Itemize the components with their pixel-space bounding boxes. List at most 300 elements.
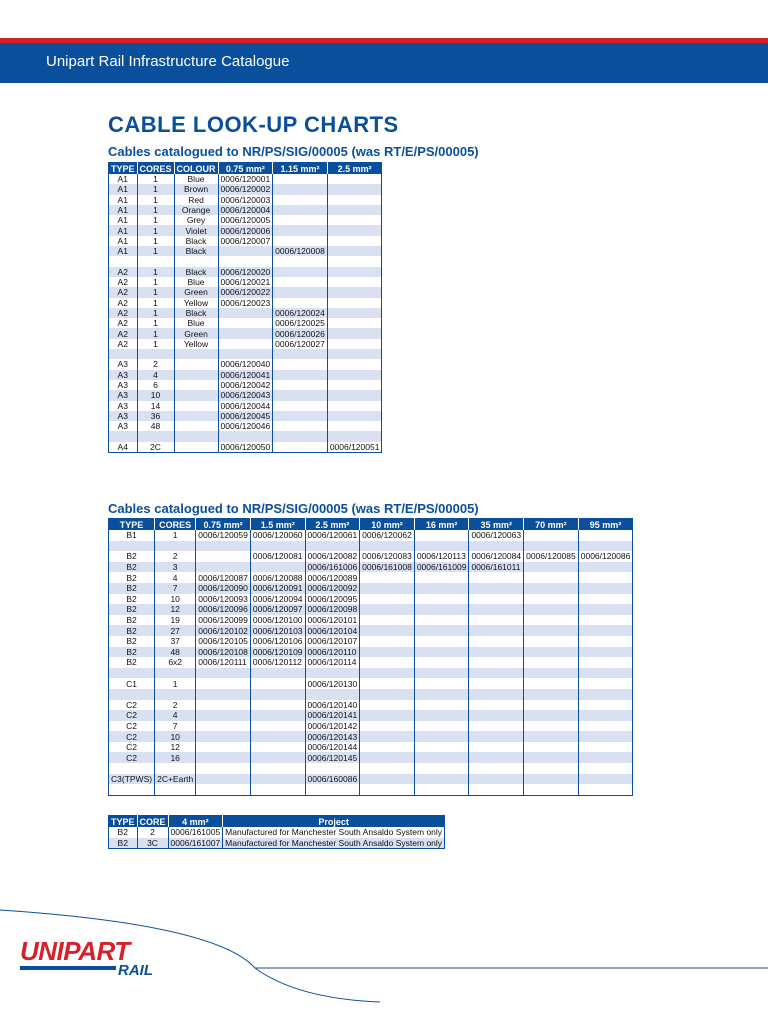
table-cell — [327, 287, 382, 297]
table-cell: 0006/120112 — [250, 657, 305, 668]
table-row — [109, 752, 633, 763]
table-cell: 1 — [137, 287, 174, 297]
table-cell: 0006/120004 — [218, 205, 273, 215]
table-cell: 0006/161005 — [168, 827, 223, 838]
table-cell: 0006/120098 — [305, 604, 360, 615]
table-row — [109, 742, 633, 753]
table-row — [109, 827, 445, 838]
table-cell — [524, 530, 579, 541]
table-cell — [469, 763, 524, 774]
table-cell: 0006/120144 — [305, 742, 360, 753]
table-cell — [524, 763, 579, 774]
table-cell: A3 — [109, 390, 138, 400]
table-cell: Blue — [174, 277, 218, 287]
table-cell — [469, 731, 524, 742]
table-cell — [360, 572, 415, 583]
table-row — [109, 411, 382, 421]
table-cell: Blue — [174, 318, 218, 328]
table-cell: Blue — [174, 174, 218, 184]
table-cell: A2 — [109, 339, 138, 349]
table-cell — [414, 647, 469, 658]
table-cell — [414, 530, 469, 541]
table-cell — [469, 647, 524, 658]
table-cell: Black — [174, 267, 218, 277]
table-cell: 48 — [155, 647, 196, 658]
table-cell — [109, 431, 138, 441]
table-cell: Green — [174, 328, 218, 338]
table-cell: 0006/120082 — [305, 551, 360, 562]
table-cell — [578, 541, 633, 552]
table-row — [109, 225, 382, 235]
table-cell — [524, 657, 579, 668]
table-cell — [360, 689, 415, 700]
table-cell — [360, 752, 415, 763]
table-cell — [578, 721, 633, 732]
table-cell: 0006/120085 — [524, 551, 579, 562]
table-cell — [196, 742, 251, 753]
table-row — [109, 298, 382, 308]
table-cell — [578, 784, 633, 795]
table-cell: B2 — [109, 583, 155, 594]
table-cell: 1 — [137, 174, 174, 184]
table-cell: 0006/120023 — [218, 298, 273, 308]
table-cell — [327, 195, 382, 205]
table-cell — [273, 174, 328, 184]
table-cell — [360, 625, 415, 636]
table-cell — [360, 636, 415, 647]
header-banner — [0, 43, 768, 83]
table-row — [109, 774, 633, 785]
table-cell: 0006/161009 — [414, 562, 469, 573]
table-cell: 0006/120043 — [218, 390, 273, 400]
table-cell: A3 — [109, 411, 138, 421]
table-cell — [414, 636, 469, 647]
table-cell — [273, 205, 328, 215]
table-cell — [469, 710, 524, 721]
table-cell: B2 — [109, 838, 138, 849]
table-cell: 0006/120107 — [305, 636, 360, 647]
table-cell: A3 — [109, 359, 138, 369]
table-cell — [360, 594, 415, 605]
table-cell: 1 — [137, 246, 174, 256]
table-cell — [305, 784, 360, 795]
table-cell: 0006/120111 — [196, 657, 251, 668]
table-cell — [524, 731, 579, 742]
table-cell: B1 — [109, 530, 155, 541]
table-row — [109, 541, 633, 552]
table-cell — [578, 583, 633, 594]
table-cell: A2 — [109, 287, 138, 297]
table-cell — [360, 647, 415, 658]
table-cell — [273, 256, 328, 266]
table-cell: 16 — [155, 752, 196, 763]
table-cell — [327, 370, 382, 380]
column-header: TYPE — [109, 519, 155, 531]
table-header-row — [109, 816, 445, 828]
table-cell: 10 — [155, 731, 196, 742]
table-cell — [414, 742, 469, 753]
table-cell: 0006/120108 — [196, 647, 251, 658]
table-cell: 1 — [137, 215, 174, 225]
column-header: 95 mm² — [578, 519, 633, 531]
table-cell — [174, 359, 218, 369]
table-cell — [327, 431, 382, 441]
table-cell — [414, 572, 469, 583]
table-cell — [524, 742, 579, 753]
table-cell: 0006/120041 — [218, 370, 273, 380]
column-header: CORES — [155, 519, 196, 531]
table-cell: 0006/120021 — [218, 277, 273, 287]
table-cell: 7 — [155, 721, 196, 732]
table-row — [109, 572, 633, 583]
table-row — [109, 328, 382, 338]
table-cell — [273, 215, 328, 225]
table-cell: 4 — [137, 370, 174, 380]
table-cell: B2 — [109, 625, 155, 636]
logo-rail-text: RAIL — [118, 962, 153, 979]
table-cell: 1 — [137, 205, 174, 215]
table-cell — [273, 195, 328, 205]
table-cell: 0006/120095 — [305, 594, 360, 605]
table-row — [109, 615, 633, 626]
table-cell — [273, 277, 328, 287]
table-cell — [273, 184, 328, 194]
column-header: 35 mm² — [469, 519, 524, 531]
table-cell: Manufactured for Manchester South Ansaldo System only — [223, 838, 445, 849]
table-cell — [305, 763, 360, 774]
table-cell — [414, 604, 469, 615]
table-cell — [414, 583, 469, 594]
table-cell: 0006/120142 — [305, 721, 360, 732]
table-cell — [109, 668, 155, 679]
table-row — [109, 277, 382, 287]
table-cell: 4 — [155, 710, 196, 721]
table-cell — [174, 390, 218, 400]
table-cell — [414, 721, 469, 732]
table-cell — [578, 604, 633, 615]
table-cell — [524, 541, 579, 552]
table-cell: 0006/120059 — [196, 530, 251, 541]
table-cell — [273, 390, 328, 400]
table-cell — [250, 784, 305, 795]
table-cell: 0006/161011 — [469, 562, 524, 573]
table-cell: 1 — [137, 267, 174, 277]
table-row — [109, 700, 633, 711]
column-header: CORES — [137, 163, 174, 175]
table-cell: B2 — [109, 572, 155, 583]
table-cell: 1 — [137, 328, 174, 338]
table-cell — [137, 349, 174, 359]
table-row — [109, 339, 382, 349]
table-cell — [360, 731, 415, 742]
column-header: 0.75 mm² — [196, 519, 251, 531]
table-cell: A3 — [109, 421, 138, 431]
table-cell — [155, 668, 196, 679]
table-row — [109, 647, 633, 658]
table-cell — [109, 256, 138, 266]
table-cell — [196, 700, 251, 711]
logo-unipart-text: UNIPART — [20, 936, 130, 966]
table-cell: C2 — [109, 700, 155, 711]
table-cell: 48 — [137, 421, 174, 431]
table-cell — [273, 380, 328, 390]
table-cell: 0006/120006 — [218, 225, 273, 235]
table-cell — [109, 784, 155, 795]
column-header: TYPE — [109, 163, 138, 175]
table-row — [109, 308, 382, 318]
table-cell — [218, 431, 273, 441]
table-cell — [273, 431, 328, 441]
table-row — [109, 380, 382, 390]
table-cell: 0006/120008 — [273, 246, 328, 256]
table-cell: Violet — [174, 225, 218, 235]
table-cell — [524, 774, 579, 785]
table-cell — [273, 421, 328, 431]
table-cell: 0006/120104 — [305, 625, 360, 636]
table-cell: 0006/120005 — [218, 215, 273, 225]
table-row — [109, 562, 633, 573]
page-title: CABLE LOOK-UP CHARTS — [108, 112, 399, 137]
table-cell — [305, 668, 360, 679]
table-row — [109, 195, 382, 205]
table-cell: 7 — [155, 583, 196, 594]
table-cell: 4 — [155, 572, 196, 583]
table-cell: Yellow — [174, 339, 218, 349]
column-header: 0.75 mm² — [218, 163, 273, 175]
table-cell — [250, 562, 305, 573]
table-cell: 0006/120101 — [305, 615, 360, 626]
table-cell — [174, 370, 218, 380]
column-header: TYPE — [109, 816, 138, 828]
table-cell — [578, 572, 633, 583]
table-cell: B2 — [109, 551, 155, 562]
cable-table-a — [108, 162, 382, 453]
table-cell: 0006/120062 — [360, 530, 415, 541]
table-cell: A2 — [109, 328, 138, 338]
table-cell — [578, 625, 633, 636]
table-cell — [360, 721, 415, 732]
table-cell — [414, 784, 469, 795]
table-cell: 3 — [155, 562, 196, 573]
table-cell — [327, 328, 382, 338]
table-cell: 0006/120110 — [305, 647, 360, 658]
section2-subtitle: Cables catalogued to NR/PS/SIG/00005 (was RT/E/PS/00005) — [108, 501, 479, 516]
table-cell — [174, 431, 218, 441]
table-cell — [273, 370, 328, 380]
table-cell — [524, 668, 579, 679]
table-cell — [578, 636, 633, 647]
table-cell: 12 — [155, 604, 196, 615]
table-cell — [360, 668, 415, 679]
table-cell: 0006/120089 — [305, 572, 360, 583]
table-cell — [578, 752, 633, 763]
table-cell — [578, 774, 633, 785]
table-cell — [524, 678, 579, 689]
table-cell: 1 — [137, 277, 174, 287]
table-cell — [360, 742, 415, 753]
table-cell: 0006/120130 — [305, 678, 360, 689]
table-cell — [414, 752, 469, 763]
table-cell: A3 — [109, 370, 138, 380]
table-row — [109, 721, 633, 732]
table-row — [109, 594, 633, 605]
column-header: 10 mm² — [360, 519, 415, 531]
table-cell — [218, 256, 273, 266]
table-cell: A3 — [109, 380, 138, 390]
table-cell: 2C — [137, 442, 174, 453]
column-header: 70 mm² — [524, 519, 579, 531]
table-cell: 0006/120088 — [250, 572, 305, 583]
table-cell — [273, 411, 328, 421]
table-row — [109, 205, 382, 215]
table-cell — [469, 594, 524, 605]
table-cell: B2 — [109, 615, 155, 626]
table-cell — [196, 668, 251, 679]
table-cell — [273, 359, 328, 369]
table-cell: 3C — [137, 838, 168, 849]
table-cell — [327, 236, 382, 246]
table-cell — [524, 721, 579, 732]
table-cell — [414, 763, 469, 774]
table-cell — [327, 411, 382, 421]
table-cell — [327, 380, 382, 390]
table-row — [109, 583, 633, 594]
table-cell — [578, 647, 633, 658]
table-cell — [524, 604, 579, 615]
table-cell — [360, 700, 415, 711]
table-row — [109, 551, 633, 562]
table-cell: Red — [174, 195, 218, 205]
table-cell: C2 — [109, 742, 155, 753]
table-cell — [273, 287, 328, 297]
table-cell — [524, 784, 579, 795]
table-cell — [196, 710, 251, 721]
table-cell — [273, 442, 328, 453]
table-cell: 1 — [137, 318, 174, 328]
table-cell: 0006/120042 — [218, 380, 273, 390]
table-cell — [469, 774, 524, 785]
table-cell — [360, 784, 415, 795]
table-cell: Grey — [174, 215, 218, 225]
table-cell: 1 — [137, 308, 174, 318]
table-cell — [196, 541, 251, 552]
column-header: 4 mm² — [168, 816, 223, 828]
table-cell — [578, 678, 633, 689]
table-cell: 0006/120007 — [218, 236, 273, 246]
table-cell: 0006/120140 — [305, 700, 360, 711]
table-cell — [250, 541, 305, 552]
table-cell — [273, 349, 328, 359]
table-cell: A4 — [109, 442, 138, 453]
section1-subtitle: Cables catalogued to NR/PS/SIG/00005 (was RT/E/PS/00005) — [108, 144, 479, 159]
table-cell — [414, 700, 469, 711]
table-cell — [469, 700, 524, 711]
table-cell: A1 — [109, 236, 138, 246]
table-cell: 0006/120051 — [327, 442, 382, 453]
table-cell: C2 — [109, 731, 155, 742]
table-cell — [109, 689, 155, 700]
table-cell — [137, 256, 174, 266]
table-cell: 0006/161006 — [305, 562, 360, 573]
table-cell — [469, 615, 524, 626]
table-row — [109, 359, 382, 369]
table-cell — [327, 359, 382, 369]
table-row — [109, 184, 382, 194]
table-cell: 0006/120093 — [196, 594, 251, 605]
table-header-row — [109, 163, 382, 175]
table-cell — [360, 774, 415, 785]
table-row — [109, 625, 633, 636]
table-cell — [578, 668, 633, 679]
table-cell — [578, 657, 633, 668]
table-cell — [578, 731, 633, 742]
column-header: Project — [223, 816, 445, 828]
table-cell — [414, 689, 469, 700]
table-cell: 0006/161008 — [360, 562, 415, 573]
table-cell: B2 — [109, 657, 155, 668]
table-cell — [469, 636, 524, 647]
table-cell: A1 — [109, 195, 138, 205]
table-cell — [469, 604, 524, 615]
table-cell — [360, 604, 415, 615]
table-cell: 37 — [155, 636, 196, 647]
table-cell — [327, 246, 382, 256]
cable-table-bc — [108, 518, 633, 796]
table-cell: A3 — [109, 401, 138, 411]
table-cell: 1 — [137, 298, 174, 308]
table-cell — [524, 625, 579, 636]
table-cell: 0006/120096 — [196, 604, 251, 615]
table-cell — [327, 318, 382, 328]
table-cell — [469, 784, 524, 795]
table-cell — [109, 763, 155, 774]
column-header: 1.5 mm² — [250, 519, 305, 531]
table-cell: 0006/120027 — [273, 339, 328, 349]
table-cell: 0006/120040 — [218, 359, 273, 369]
table-cell — [174, 411, 218, 421]
table-cell — [469, 752, 524, 763]
table-cell: 0006/120114 — [305, 657, 360, 668]
table-row — [109, 731, 633, 742]
table-cell: A2 — [109, 277, 138, 287]
table-cell: Yellow — [174, 298, 218, 308]
table-cell: 0006/120094 — [250, 594, 305, 605]
table-cell — [360, 583, 415, 594]
table-cell — [578, 710, 633, 721]
table-cell — [469, 541, 524, 552]
table-cell — [174, 349, 218, 359]
table-cell — [327, 205, 382, 215]
table-cell — [305, 689, 360, 700]
table-cell — [469, 657, 524, 668]
table-cell: 0006/120025 — [273, 318, 328, 328]
table-cell — [250, 678, 305, 689]
table-row — [109, 390, 382, 400]
table-cell: 0006/120097 — [250, 604, 305, 615]
table-cell — [578, 742, 633, 753]
table-cell: 2 — [155, 700, 196, 711]
table-cell — [196, 784, 251, 795]
table-cell — [196, 678, 251, 689]
table-row — [109, 174, 382, 184]
table-row — [109, 318, 382, 328]
table-cell — [196, 689, 251, 700]
table-cell: 0006/120081 — [250, 551, 305, 562]
table-cell — [469, 689, 524, 700]
table-row — [109, 246, 382, 256]
table-cell — [250, 668, 305, 679]
table-cell: 0006/120102 — [196, 625, 251, 636]
